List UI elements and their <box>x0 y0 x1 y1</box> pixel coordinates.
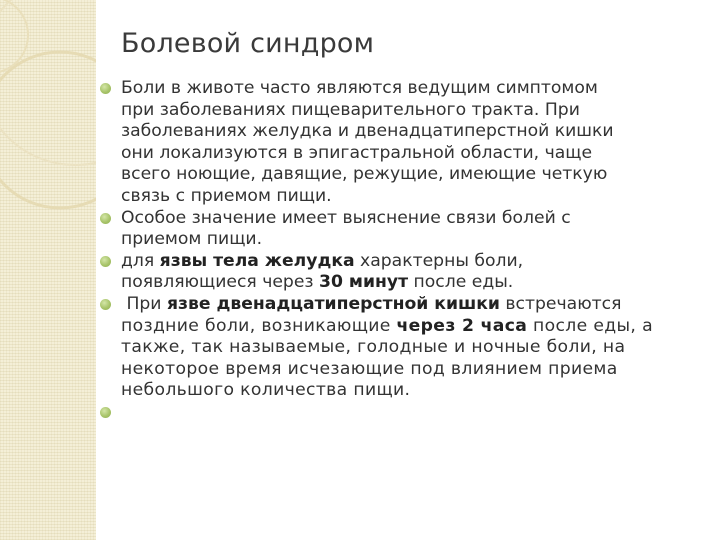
text-segment: появляющиеся через <box>121 272 320 293</box>
bullet-marker-icon <box>100 83 111 94</box>
bullet-list <box>100 78 700 424</box>
text-segment: для <box>121 250 160 271</box>
bullet-text-line: они локализуются в эпигастральной области, чаще <box>121 142 593 163</box>
bullet-text-line <box>121 294 700 316</box>
text-segment: При <box>121 293 167 314</box>
bullet-item <box>100 402 700 424</box>
bullet-marker-icon <box>100 407 111 418</box>
decorative-side-panel <box>0 0 96 540</box>
text-segment: после еды, а <box>527 315 653 336</box>
bullet-text-line: также, так называемые, голодные и ночные боли, на <box>121 337 626 358</box>
bullet-text-line: при заболеваниях пищеварительного тракта. При <box>121 99 580 120</box>
text-segment: встречаются <box>499 293 622 314</box>
bullet-text-line: Боли в животе часто являются ведущим симптомом <box>121 78 598 98</box>
bullet-item <box>100 208 700 251</box>
bullet-item <box>100 294 700 402</box>
bold-term: через 2 часа <box>396 315 528 336</box>
bullet-text-line: всего ноющие, давящие, режущие, имеющие четкую <box>121 164 608 185</box>
bold-term: язве двенадцатиперстной кишки <box>166 293 500 314</box>
bullet-text-line <box>121 402 700 424</box>
slide-title: Болевой синдром <box>121 28 375 59</box>
bullet-text-line: небольшого количества пищи. <box>121 380 411 401</box>
bold-term: язвы тела желудка <box>159 250 355 271</box>
bullet-text-line: связь с приемом пищи. <box>121 185 332 206</box>
bullet-marker-icon <box>100 213 111 224</box>
bullet-text-line: заболеваниях желудка и двенадцатиперстной кишки <box>121 121 614 142</box>
decorative-circles-graphic <box>0 0 96 540</box>
bullet-item <box>100 251 700 294</box>
bullet-text-line <box>121 316 700 338</box>
text-segment: поздние боли, возникающие <box>121 315 397 336</box>
bullet-marker-icon <box>100 299 111 310</box>
bullet-text-line: Особое значение имеет выяснение связи болей с <box>121 207 571 228</box>
text-segment: характерны боли, <box>354 250 524 271</box>
bullet-text-line: приемом пищи. <box>121 229 263 250</box>
text-segment: после еды. <box>408 272 514 293</box>
bullet-item <box>100 78 700 208</box>
bullet-text-line <box>121 251 700 273</box>
bullet-marker-icon <box>100 256 111 267</box>
bullet-text-line: некоторое время исчезающие под влиянием приема <box>121 358 618 379</box>
bold-term: 30 минут <box>319 272 409 293</box>
bullet-text-line <box>121 272 700 294</box>
